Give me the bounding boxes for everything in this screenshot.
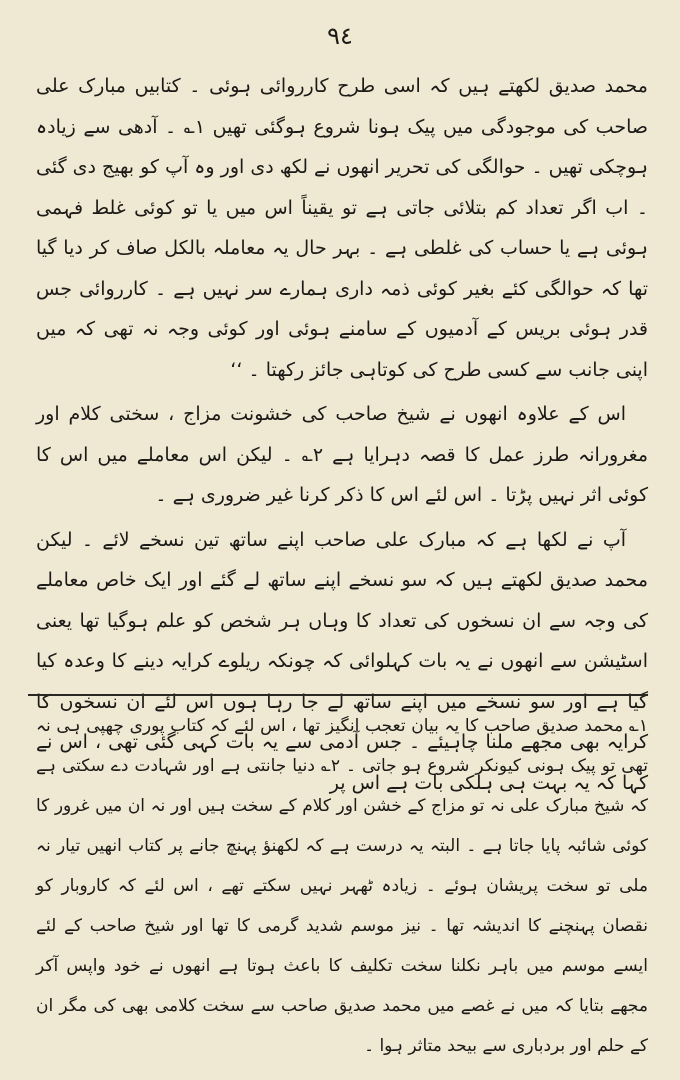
footnote: ۱؎ محمد صدیق صاحب کا یہ بیان تعجب انگیز تھا ، اس لئے کہ کتاب پوری چھپی ہی نہ تھی تو پیک ہونی کیونکر شروع ہو جاتی ۔ ۲؎ دنیا جانتی ہے اور شہادت دے سکتی ہے کہ شیخ مبارک علی نہ تو مزاج کے خشن اور کلام کے سخت ہیں اور نہ ان میں غرور کا کوئی شائبہ پایا جاتا ہے ۔ البتہ یہ درست ہے کہ لکھنؤ پہنچ جانے پر کتاب انھیں تیار نہ ملی تو سخت پریشان ہوئے ۔ زیادہ ٹھہر نہیں سکتے تھے ، اس لئے کہ کاروبار کو نقصان پہنچنے کا اندیشہ تھا ۔ نیز موسم شدید گرمی کا تھا اور شیخ صاحب کے لئے ایسے موسم میں باہر نکلنا سخت تکلیف کا باعث ہوتا ہے انھوں نے خود واپس آکر مجھے بتایا کہ میں نے غصے میں محمد صدیق صاحب سے سخت کلامی بھی کی مگر ان کے حلم اور بردباری سے بیحد متاثر ہوا ۔ xyxy=(36,716,648,1056)
paragraph: آپ نے لکھا ہے کہ مبارک علی صاحب اپنے ساتھ تین نسخے لائے ۔ لیکن محمد صدیق لکھتے ہیں کہ سو نسخے اپنے ساتھ لے گئے اور ایک خاص معاملے کی وجہ سے ان نسخوں کی تعداد کا وہاں ہر شخص کو علم ہوگیا تھا یعنی اسٹیشن سے انھوں نے یہ بات کہلوائی کہ چونکہ ریلوے کرایہ دینے کا وعدہ کیا گیا ہے اور سو نسخے میں اپنے ساتھ لے جا رہا ہوں اس لئے ان نسخوں کا کرایہ بھی مجھے ملنا چاہیئے ۔ جس آدمی سے یہ بات کہی گئی تھی ، اس نے کہا کہ یہ بہت ہی ہلکی بات ہے اس پر xyxy=(36,528,648,794)
paragraph: محمد صدیق لکھتے ہیں کہ اسی طرح کارروائی ہوئی ۔ کتابیں مبارک علی صاحب کی موجودگی میں پیک ہونا شروع ہوگئی تھیں ۱؎ ۔ آدھی سے زیادہ ہوچکی تھیں ۔ حوالگی کی تحریر انھوں نے لکھ دی اور وہ آپ کو بھیج دی گئی ۔ اب اگر تعداد کم بتلائی جاتی ہے تو یقیناً اس میں یا تو کوئی غلط فہمی ہوئی ہے یا حساب کی غلطی ہے ۔ بہر حال یہ معاملہ بالکل صاف کر دیا گیا تھا کہ حوالگی کئے بغیر کوئی ذمہ داری ہمارے سر نہیں ہے ۔ کارروائی جس قدر ہوئی بریس کے آدمیوں کے سامنے ہوئی اور کوئی وجہ نہ تھی کہ میں اپنی جانب سے کسی طرح کی کوتاہی جائز رکھتا ۔ ‘‘ xyxy=(36,75,648,381)
page-number: ٩٤ xyxy=(327,22,353,50)
footnote-divider xyxy=(28,694,648,696)
paragraph: اس کے علاوہ انھوں نے شیخ صاحب کی خشونت مزاج ، سختی کلام اور مغرورانہ طرز عمل کا قصہ دہرایا ہے ۲؎ ۔ لیکن اس معاملے میں اس کا کوئی اثر نہیں پڑتا ۔ اس لئے اس کا ذکر کرنا غیر ضروری ہے ۔ xyxy=(36,403,648,506)
footnotes xyxy=(36,706,648,1066)
main-text xyxy=(36,66,648,803)
